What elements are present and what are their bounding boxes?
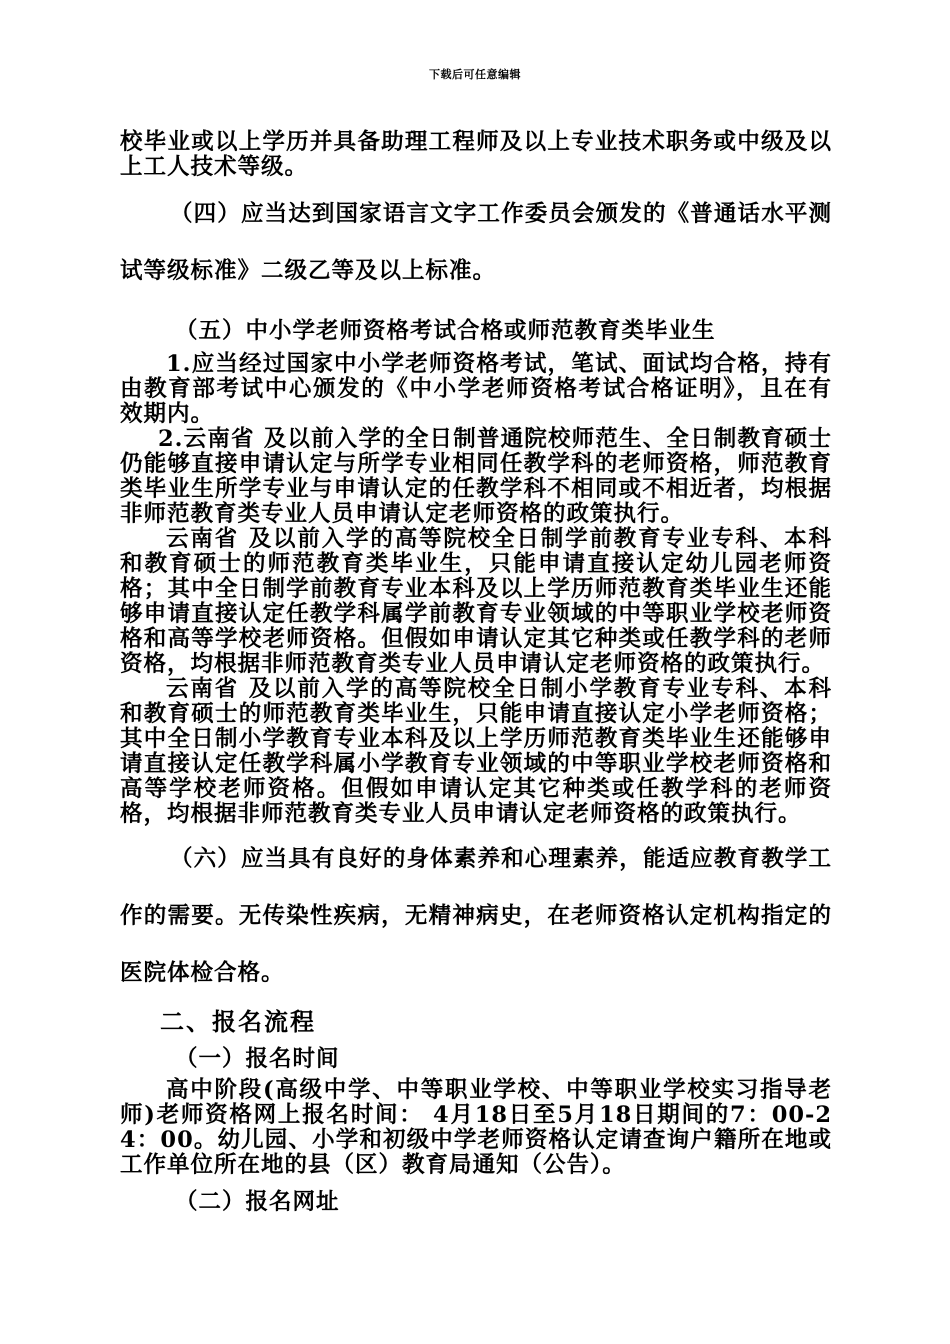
paragraph-health-requirement: （六）应当具有良好的身体素养和心理素养，能适应教育教学工作的需要。无传染性疾病，无精神病史，在老师资格认定机构指定的医院体检合格。 — [120, 846, 832, 986]
subheading-registration-time: （一）报名时间 — [175, 1046, 340, 1072]
paragraph-preschool-graduates: 云南省 及以前入学的高等院校全日制学前教育专业专科、本科和教育硕士的师范教育类毕业生，只能申请直接认定幼儿园老师资格；其中全日制学前教育专业本科及以上学历师范教育类毕业生还能够申请直接认定任教学科属学前教育专业领域的中等职业学校老师资格和高等学校老师资格。但假如申请认定其它种类或任教学科的老师资格，均根据非师范教育类专业人员申请认定老师资格的政策执行。 — [120, 526, 832, 677]
paragraph-primary-graduates: 云南省 及以前入学的高等院校全日制小学教育专业专科、本科和教育硕士的师范教育类毕业生，只能申请直接认定小学老师资格；其中全日制小学教育专业本科及以上学历师范教育类毕业生还能够申请直接认定任教学科属小学教育专业领域的中等职业学校老师资格和高等学校老师资格。但假如申请认定其它种类或任教学科的老师资格，均根据非师范教育类专业人员申请认定老师资格的政策执行。 — [120, 676, 832, 827]
header-note: 下载后可任意编辑 — [429, 68, 521, 81]
subheading-registration-url: （二）报名网址 — [175, 1189, 340, 1215]
section-heading-registration-process: 二、报名流程 — [160, 1007, 316, 1036]
document-body — [120, 130, 832, 1222]
paragraph-exam-passed: 1.应当经过国家中小学老师资格考试，笔试、面试均合格，持有由教育部考试中心颁发的《中小学老师资格考试合格证明》，且在有效期内。 — [120, 351, 832, 427]
paragraph-mandarin-requirement: （四）应当达到国家语言文字工作委员会颁发的《普通话水平测试等级标准》二级乙等及以上标准。 — [120, 201, 832, 284]
paragraph-qualification-continued: 校毕业或以上学历并具备助理工程师及以上专业技术职务或中级及以上工人技术等级。 — [120, 129, 832, 180]
paragraph-registration-time: 高中阶段(高级中学、中等职业学校、中等职业学校实习指导老师)老师资格网上报名时间： 4月18日至5月18日期间的7：00-24：00。幼儿园、小学和初级中学老师资格认定请查询户籍所在地或工作单位所在地的县（区）教育局通知（公告）。 — [120, 1077, 832, 1178]
paragraph-normal-students: 2.云南省 及以前入学的全日制普通院校师范生、全日制教育硕士仍能够直接申请认定与所学专业相同任教学科的老师资格，师范教育类毕业生所学专业与申请认定的任教学科不相同或不相近者，均根据非师范教育类专业人员申请认定老师资格的政策执行。 — [120, 426, 832, 527]
section-heading-five: （五）中小学老师资格考试合格或师范教育类毕业生 — [175, 318, 716, 344]
